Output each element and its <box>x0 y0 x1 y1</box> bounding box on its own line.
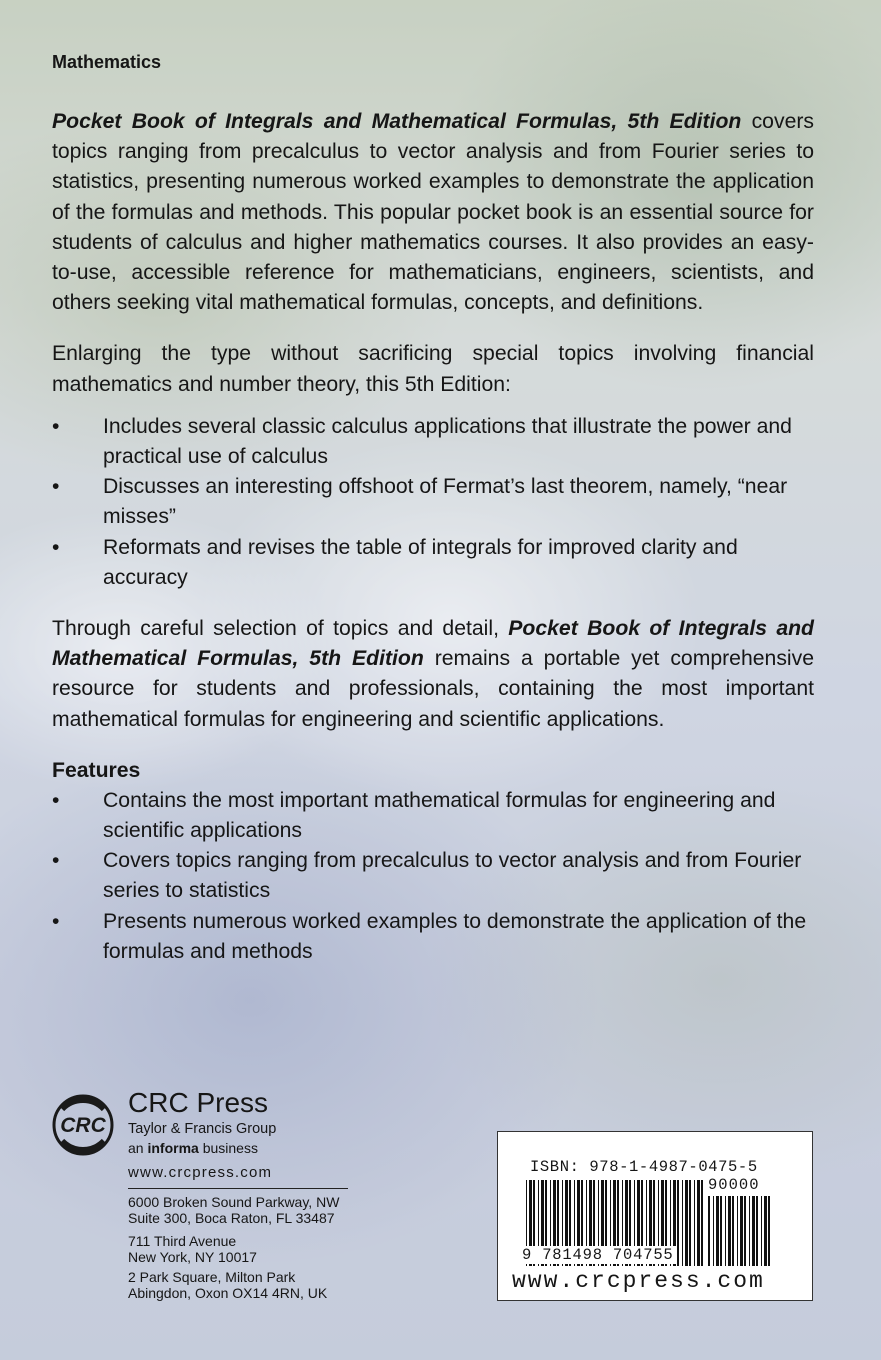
informa-prefix: an <box>128 1140 148 1156</box>
logo-text: CRC <box>60 1114 106 1137</box>
barcode-bar <box>697 1180 700 1266</box>
intro-text: covers topics ranging from precalculus to vector analysis and from Fourier series to statistics, presenting numerous worked examples to demonstrate the application of the formulas and methods. This popular pocket book is an essential source for students of calculus and higher mathematics courses. It also provides an easy-to-use, accessible reference for mathematicians, engineers, scientists, and others seeking vital mathematical formulas, concepts, and definitions. <box>52 110 814 315</box>
barcode-bar <box>708 1196 710 1266</box>
barcode-bar <box>694 1180 695 1266</box>
barcode-website: www.crcpress.com <box>512 1268 765 1294</box>
address-line: Suite 300, Boca Raton, FL 33487 <box>128 1210 335 1226</box>
address-block <box>128 1233 257 1265</box>
edition-paragraph: Enlarging the type without sacrificing special topics involving financial mathematics and number theory, this 5th Edition: <box>52 342 814 396</box>
category-label: Mathematics <box>52 52 162 72</box>
barcode-bar <box>764 1196 767 1266</box>
features-list <box>52 786 814 967</box>
list-item: • Discusses an interesting offshoot of Fermat’s last theorem, namely, “near misses” <box>52 472 814 532</box>
address-line: 711 Third Avenue <box>128 1233 237 1249</box>
list-item: • Contains the most important mathematical formulas for engineering and scientific applications <box>52 786 814 846</box>
informa-suffix: business <box>198 1140 258 1156</box>
informa-tagline <box>128 1140 258 1156</box>
barcode-bar <box>732 1196 734 1266</box>
barcode-bar <box>716 1196 719 1266</box>
barcode-bar <box>720 1196 722 1266</box>
edition-bullet-list <box>52 412 814 593</box>
barcode-bar <box>752 1196 755 1266</box>
list-item: • Includes several classic calculus applications that illustrate the power and practical use of calculus <box>52 412 814 472</box>
barcode-bar <box>749 1196 750 1266</box>
barcode-bar <box>728 1196 731 1266</box>
barcode-bar <box>756 1196 758 1266</box>
barcode-bar <box>761 1196 762 1266</box>
barcode-bar <box>737 1196 738 1266</box>
barcode-bar <box>713 1196 714 1266</box>
barcode-number: 9 781498 704755 <box>522 1246 674 1264</box>
price-code: 90000 <box>708 1176 760 1194</box>
intro-paragraph <box>52 107 814 318</box>
barcode-bar <box>740 1196 743 1266</box>
book-title: Pocket Book of Integrals and Mathematical Formulas, 5th Edition <box>52 617 814 671</box>
publisher-name: CRC Press <box>128 1087 269 1118</box>
isbn-label: ISBN: 978-1-4987-0475-5 <box>530 1158 758 1176</box>
barcode-bar <box>689 1180 691 1266</box>
back-cover-text <box>52 52 814 988</box>
list-item: • Presents numerous worked examples to demonstrate the application of the formulas and methods <box>52 907 814 967</box>
barcode-bar <box>768 1196 770 1266</box>
barcode-addon-bars <box>708 1196 774 1266</box>
divider <box>128 1188 348 1189</box>
address-line: 6000 Broken Sound Parkway, NW <box>128 1194 340 1210</box>
barcode-bar <box>744 1196 746 1266</box>
closing-paragraph <box>52 614 814 735</box>
publisher-website[interactable]: www.crcpress.com <box>128 1164 273 1181</box>
closing-lead: Through careful selection of topics and detail, <box>52 617 509 641</box>
list-item: • Covers topics ranging from precalculus to vector analysis and from Fourier series to statistics <box>52 846 814 906</box>
crc-logo-icon <box>48 1090 118 1160</box>
barcode-bar <box>725 1196 726 1266</box>
address-line: Abingdon, Oxon OX14 4RN, UK <box>128 1285 328 1301</box>
address-line: 2 Park Square, Milton Park <box>128 1269 296 1285</box>
address-line: New York, NY 10017 <box>128 1249 257 1265</box>
barcode-bar <box>701 1180 703 1266</box>
closing-text: remains a portable yet comprehensive resource for students and professionals, containing the most important mathematical formulas for engineering and scientific applications. <box>52 647 814 731</box>
informa-brand: informa <box>147 1140 199 1156</box>
barcode-bar <box>677 1180 679 1266</box>
address-block <box>128 1269 327 1301</box>
barcode-box <box>497 1131 813 1301</box>
barcode-bar <box>685 1180 688 1266</box>
features-heading: Features <box>52 758 141 782</box>
barcode-bar <box>682 1180 683 1266</box>
book-title: Pocket Book of Integrals and Mathematical Formulas, 5th Edition <box>52 110 742 133</box>
publisher-group: Taylor & Francis Group <box>128 1121 277 1137</box>
list-item: • Reformats and revises the table of integrals for improved clarity and accuracy <box>52 533 814 593</box>
address-block <box>128 1194 339 1226</box>
